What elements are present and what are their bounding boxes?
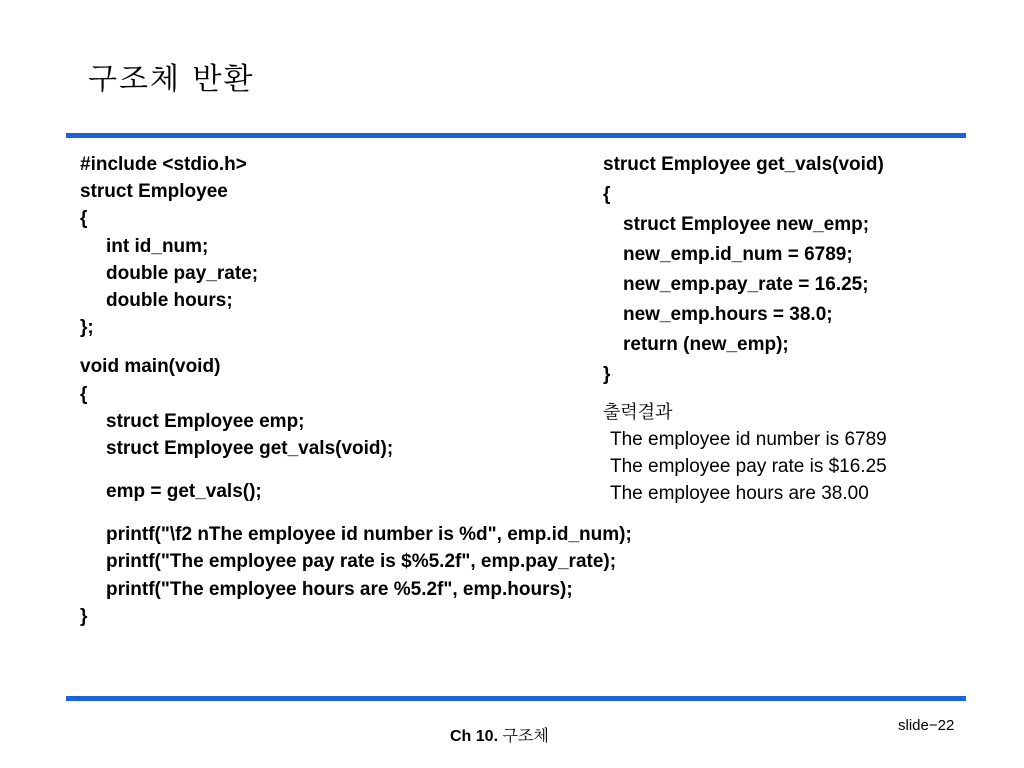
get-vals-code-block <box>603 150 884 390</box>
slide-title: 구조체 반환 <box>88 62 255 97</box>
code-line: int id_num; <box>106 235 209 257</box>
slide-number: slide−22 <box>898 717 955 734</box>
code-line: { <box>603 184 611 205</box>
code-line: return (new_emp); <box>623 334 789 355</box>
code-line: { <box>80 208 88 230</box>
output-block <box>603 399 887 507</box>
code-line: #include <stdio.h> <box>80 154 247 175</box>
chapter-number: Ch 10. <box>450 728 499 745</box>
bottom-divider <box>66 696 966 701</box>
chapter-title: 구조체 <box>502 726 549 745</box>
code-line: void main(void) <box>80 356 221 378</box>
code-line: new_emp.hours = 38.0; <box>623 304 833 325</box>
code-line: printf("The employee pay rate is $%5.2f", emp.pay_rate); <box>106 551 617 573</box>
code-line: double pay_rate; <box>106 262 259 284</box>
code-line: struct Employee emp; <box>106 410 305 432</box>
code-line: struct Employee get_vals(void); <box>106 437 394 459</box>
code-line: emp = get_vals(); <box>106 481 262 503</box>
code-line: struct Employee get_vals(void) <box>603 154 884 175</box>
code-line: printf("\f2 nThe employee id number is %d", emp.id_num); <box>106 524 632 546</box>
code-line: }; <box>80 317 94 339</box>
top-divider <box>66 133 966 138</box>
main-code-block <box>80 151 632 630</box>
output-line: The employee hours are 38.00 <box>610 483 869 504</box>
code-line: double hours; <box>106 289 233 311</box>
code-line: struct Employee new_emp; <box>623 214 870 235</box>
footer-chapter <box>450 723 549 746</box>
code-line: struct Employee <box>80 181 228 203</box>
output-line: The employee pay rate is $16.25 <box>610 456 887 477</box>
output-line: The employee id number is 6789 <box>610 429 887 450</box>
output-heading: 출력결과 <box>603 402 673 423</box>
code-line: } <box>80 605 88 627</box>
code-line: new_emp.pay_rate = 16.25; <box>623 274 869 295</box>
code-line: { <box>80 383 88 405</box>
code-line: } <box>603 364 611 385</box>
code-line: new_emp.id_num = 6789; <box>623 244 853 265</box>
code-line: printf("The employee hours are %5.2f", emp.hours); <box>106 578 573 600</box>
